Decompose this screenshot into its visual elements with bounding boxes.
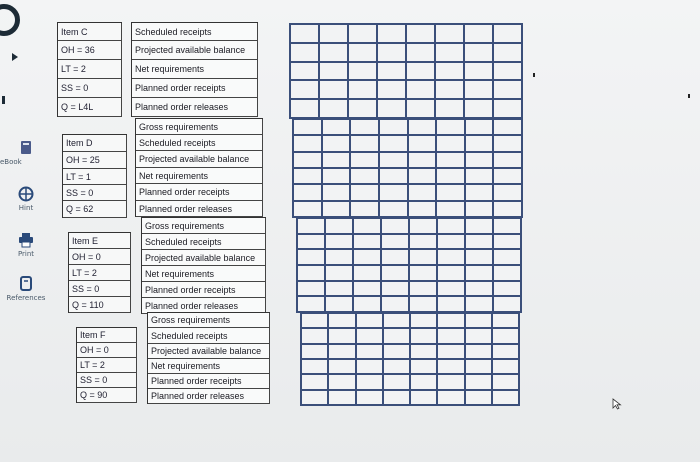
- period-input-cell[interactable]: [357, 314, 384, 329]
- period-input-cell[interactable]: [351, 185, 380, 201]
- period-input-cell[interactable]: [466, 297, 494, 313]
- period-input-cell[interactable]: [436, 25, 465, 44]
- period-input-cell[interactable]: [320, 63, 349, 82]
- period-input-cell[interactable]: [466, 185, 495, 201]
- period-input-cell[interactable]: [323, 153, 352, 169]
- period-input-cell[interactable]: [494, 250, 522, 266]
- period-input-cell[interactable]: [294, 153, 323, 169]
- period-input-cell[interactable]: [494, 297, 522, 313]
- period-input-cell[interactable]: [351, 136, 380, 152]
- period-input-cell[interactable]: [326, 250, 354, 266]
- period-input-cell[interactable]: [465, 25, 494, 44]
- period-input-cell[interactable]: [493, 345, 520, 360]
- period-input-cell[interactable]: [354, 266, 382, 282]
- period-input-cell[interactable]: [357, 391, 384, 406]
- period-input-cell[interactable]: [323, 136, 352, 152]
- mouse-pointer-icon: [612, 398, 622, 410]
- lot-size-value: Q = 90: [77, 388, 137, 403]
- period-input-cell[interactable]: [466, 360, 493, 375]
- period-input-cell[interactable]: [378, 25, 407, 44]
- period-input-cell[interactable]: [466, 219, 494, 235]
- period-input-cell[interactable]: [438, 266, 466, 282]
- period-input-cell[interactable]: [320, 100, 349, 119]
- row-label: Projected available balance: [136, 151, 263, 168]
- period-input-cell[interactable]: [438, 329, 465, 344]
- period-input-cell[interactable]: [411, 375, 438, 390]
- period-input-cell[interactable]: [494, 136, 523, 152]
- period-input-cell[interactable]: [466, 266, 494, 282]
- period-input-cell[interactable]: [436, 100, 465, 119]
- period-input-cell[interactable]: [438, 345, 465, 360]
- period-input-cell[interactable]: [380, 169, 409, 185]
- period-input-cell[interactable]: [411, 314, 438, 329]
- period-input-cell[interactable]: [294, 169, 323, 185]
- period-input-cell[interactable]: [384, 391, 411, 406]
- period-input-cell[interactable]: [329, 391, 356, 406]
- safety-stock-value: SS = 0: [58, 79, 122, 98]
- period-input-cell[interactable]: [326, 297, 354, 313]
- period-input-cell[interactable]: [494, 266, 522, 282]
- period-input-cell[interactable]: [494, 120, 523, 136]
- period-input-cell[interactable]: [357, 345, 384, 360]
- period-input-cell[interactable]: [466, 375, 493, 390]
- period-input-cell[interactable]: [354, 282, 382, 298]
- period-input-cell[interactable]: [382, 282, 410, 298]
- row-label: Projected available balance: [148, 344, 270, 359]
- period-input-cell[interactable]: [410, 250, 438, 266]
- item-e-period-grid: [296, 217, 522, 313]
- item-f-params: [76, 327, 137, 403]
- period-input-cell[interactable]: [378, 100, 407, 119]
- row-label: Gross requirements: [136, 119, 263, 135]
- period-input-cell[interactable]: [349, 44, 378, 63]
- sidebar-item-label: Hint: [18, 204, 34, 212]
- period-input-cell[interactable]: [382, 235, 410, 251]
- safety-stock-value: SS = 0: [63, 185, 127, 201]
- period-input-cell[interactable]: [438, 391, 465, 406]
- period-input-cell[interactable]: [349, 25, 378, 44]
- period-input-cell[interactable]: [409, 185, 438, 201]
- period-input-cell[interactable]: [302, 329, 329, 344]
- period-input-cell[interactable]: [384, 329, 411, 344]
- item-name: Item F: [77, 328, 137, 343]
- item-f-period-grid: [300, 312, 520, 406]
- period-input-cell[interactable]: [382, 266, 410, 282]
- period-input-cell[interactable]: [298, 235, 326, 251]
- period-input-cell[interactable]: [407, 63, 436, 82]
- period-input-cell[interactable]: [494, 25, 523, 44]
- period-input-cell[interactable]: [357, 360, 384, 375]
- period-input-cell[interactable]: [494, 185, 523, 201]
- period-input-cell[interactable]: [302, 314, 329, 329]
- period-input-cell[interactable]: [465, 63, 494, 82]
- period-input-cell[interactable]: [329, 360, 356, 375]
- on-hand-value: OH = 0: [77, 343, 137, 358]
- period-input-cell[interactable]: [465, 44, 494, 63]
- period-input-cell[interactable]: [466, 391, 493, 406]
- period-input-cell[interactable]: [302, 391, 329, 406]
- on-hand-value: OH = 0: [69, 249, 131, 265]
- period-input-cell[interactable]: [320, 81, 349, 100]
- period-input-cell[interactable]: [493, 375, 520, 390]
- item-d-row-labels: [135, 118, 263, 217]
- period-input-cell[interactable]: [380, 185, 409, 201]
- period-input-cell[interactable]: [494, 153, 523, 169]
- period-input-cell[interactable]: [298, 250, 326, 266]
- period-input-cell[interactable]: [294, 136, 323, 152]
- sidebar-item-label: eBook: [0, 158, 22, 166]
- row-label: Planned order receipts: [136, 184, 263, 201]
- period-input-cell[interactable]: [326, 219, 354, 235]
- period-input-cell[interactable]: [382, 297, 410, 313]
- period-input-cell[interactable]: [466, 329, 493, 344]
- period-input-cell[interactable]: [437, 153, 466, 169]
- period-input-cell[interactable]: [437, 136, 466, 152]
- period-input-cell[interactable]: [378, 63, 407, 82]
- period-input-cell[interactable]: [438, 375, 465, 390]
- period-input-cell[interactable]: [466, 169, 495, 185]
- period-input-cell[interactable]: [409, 136, 438, 152]
- lead-time-value: LT = 2: [77, 358, 137, 373]
- period-input-cell[interactable]: [407, 100, 436, 119]
- period-input-cell[interactable]: [326, 235, 354, 251]
- period-input-cell[interactable]: [294, 120, 323, 136]
- period-input-cell[interactable]: [466, 235, 494, 251]
- period-input-cell[interactable]: [302, 360, 329, 375]
- lot-size-value: Q = 110: [69, 297, 131, 313]
- period-input-cell[interactable]: [380, 120, 409, 136]
- period-input-cell[interactable]: [320, 44, 349, 63]
- period-input-cell[interactable]: [320, 25, 349, 44]
- period-input-cell[interactable]: [294, 202, 323, 218]
- period-input-cell[interactable]: [302, 375, 329, 390]
- period-input-cell[interactable]: [465, 81, 494, 100]
- period-input-cell[interactable]: [382, 219, 410, 235]
- lot-size-value: Q = L4L: [58, 98, 122, 117]
- period-input-cell[interactable]: [494, 282, 522, 298]
- period-input-cell[interactable]: [438, 250, 466, 266]
- period-input-cell[interactable]: [384, 314, 411, 329]
- row-label: Gross requirements: [148, 313, 270, 328]
- period-input-cell[interactable]: [380, 136, 409, 152]
- row-label: Planned order releases: [132, 98, 258, 117]
- period-input-cell[interactable]: [466, 202, 495, 218]
- period-input-cell[interactable]: [409, 169, 438, 185]
- sidebar-item-label: Print: [17, 250, 35, 258]
- period-input-cell[interactable]: [298, 282, 326, 298]
- period-input-cell[interactable]: [329, 345, 356, 360]
- period-input-cell[interactable]: [298, 297, 326, 313]
- period-input-cell[interactable]: [354, 219, 382, 235]
- period-input-cell[interactable]: [493, 360, 520, 375]
- period-input-cell[interactable]: [437, 185, 466, 201]
- item-c-row-labels: [131, 22, 258, 117]
- period-input-cell[interactable]: [466, 250, 494, 266]
- period-input-cell[interactable]: [437, 120, 466, 136]
- period-input-cell[interactable]: [291, 100, 320, 119]
- row-label: Planned order receipts: [132, 79, 258, 98]
- period-input-cell[interactable]: [323, 169, 352, 185]
- period-input-cell[interactable]: [436, 81, 465, 100]
- period-input-cell[interactable]: [438, 314, 465, 329]
- period-input-cell[interactable]: [407, 25, 436, 44]
- period-input-cell[interactable]: [380, 202, 409, 218]
- period-input-cell[interactable]: [349, 81, 378, 100]
- period-input-cell[interactable]: [323, 202, 352, 218]
- item-c-period-grid: [289, 23, 523, 119]
- period-input-cell[interactable]: [410, 219, 438, 235]
- period-input-cell[interactable]: [329, 329, 356, 344]
- period-input-cell[interactable]: [298, 219, 326, 235]
- period-input-cell[interactable]: [354, 297, 382, 313]
- row-label: Scheduled receipts: [142, 234, 266, 250]
- period-input-cell[interactable]: [466, 153, 495, 169]
- row-label: Planned order releases: [142, 298, 266, 314]
- lead-time-value: LT = 1: [63, 169, 127, 185]
- period-input-cell[interactable]: [466, 120, 495, 136]
- row-label: Projected available balance: [142, 250, 266, 266]
- period-input-cell[interactable]: [494, 202, 523, 218]
- period-input-cell[interactable]: [323, 185, 352, 201]
- period-input-cell[interactable]: [380, 153, 409, 169]
- period-input-cell[interactable]: [438, 282, 466, 298]
- period-input-cell[interactable]: [438, 219, 466, 235]
- period-input-cell[interactable]: [407, 44, 436, 63]
- period-input-cell[interactable]: [438, 360, 465, 375]
- screen-speck: [688, 94, 690, 98]
- lead-time-value: LT = 2: [58, 60, 122, 79]
- period-input-cell[interactable]: [410, 266, 438, 282]
- period-input-cell[interactable]: [291, 25, 320, 44]
- row-label: Gross requirements: [142, 218, 266, 234]
- sidebar-item-label: References: [6, 294, 46, 302]
- period-input-cell[interactable]: [354, 250, 382, 266]
- period-input-cell[interactable]: [466, 314, 493, 329]
- period-input-cell[interactable]: [354, 235, 382, 251]
- row-label: Planned order releases: [136, 201, 263, 217]
- period-input-cell[interactable]: [291, 81, 320, 100]
- item-e-params: [68, 232, 131, 313]
- safety-stock-value: SS = 0: [69, 281, 131, 297]
- period-input-cell[interactable]: [326, 266, 354, 282]
- period-input-cell[interactable]: [494, 235, 522, 251]
- period-input-cell[interactable]: [351, 202, 380, 218]
- period-input-cell[interactable]: [323, 120, 352, 136]
- period-input-cell[interactable]: [384, 375, 411, 390]
- period-input-cell[interactable]: [494, 81, 523, 100]
- row-label: Projected available balance: [132, 41, 258, 60]
- period-input-cell[interactable]: [351, 169, 380, 185]
- item-e-row-labels: [141, 217, 266, 314]
- item-d-period-grid: [292, 118, 523, 218]
- period-input-cell[interactable]: [494, 44, 523, 63]
- period-input-cell[interactable]: [494, 169, 523, 185]
- period-input-cell[interactable]: [466, 136, 495, 152]
- period-input-cell[interactable]: [357, 329, 384, 344]
- item-name: Item D: [63, 135, 127, 152]
- period-input-cell[interactable]: [384, 360, 411, 375]
- period-input-cell[interactable]: [436, 44, 465, 63]
- period-input-cell[interactable]: [407, 81, 436, 100]
- on-hand-value: OH = 36: [58, 41, 122, 60]
- period-input-cell[interactable]: [382, 250, 410, 266]
- period-input-cell[interactable]: [291, 63, 320, 82]
- item-name: Item E: [69, 233, 131, 249]
- row-label: Net requirements: [136, 168, 263, 184]
- row-label: Net requirements: [142, 266, 266, 282]
- period-input-cell[interactable]: [466, 345, 493, 360]
- period-input-cell[interactable]: [298, 266, 326, 282]
- period-input-cell[interactable]: [493, 329, 520, 344]
- period-input-cell[interactable]: [493, 391, 520, 406]
- row-label: Scheduled receipts: [132, 23, 258, 41]
- period-input-cell[interactable]: [378, 81, 407, 100]
- period-input-cell[interactable]: [349, 100, 378, 119]
- safety-stock-value: SS = 0: [77, 373, 137, 388]
- period-input-cell[interactable]: [437, 202, 466, 218]
- row-label: Scheduled receipts: [148, 328, 270, 344]
- period-input-cell[interactable]: [409, 202, 438, 218]
- period-input-cell[interactable]: [438, 235, 466, 251]
- period-input-cell[interactable]: [436, 63, 465, 82]
- period-input-cell[interactable]: [409, 153, 438, 169]
- period-input-cell[interactable]: [494, 219, 522, 235]
- item-f-row-labels: [147, 312, 270, 404]
- item-c-params: [57, 22, 122, 117]
- row-label: Net requirements: [148, 359, 270, 374]
- period-input-cell[interactable]: [351, 153, 380, 169]
- row-label: Net requirements: [132, 60, 258, 79]
- row-label: Planned order receipts: [142, 282, 266, 298]
- screen-speck: [533, 73, 535, 77]
- item-d-params: [62, 134, 127, 218]
- period-input-cell[interactable]: [437, 169, 466, 185]
- period-input-cell[interactable]: [291, 44, 320, 63]
- period-input-cell[interactable]: [410, 235, 438, 251]
- period-input-cell[interactable]: [384, 345, 411, 360]
- period-input-cell[interactable]: [349, 63, 378, 82]
- period-input-cell[interactable]: [329, 375, 356, 390]
- period-input-cell[interactable]: [411, 345, 438, 360]
- lead-time-value: LT = 2: [69, 265, 131, 281]
- period-input-cell[interactable]: [409, 120, 438, 136]
- period-input-cell[interactable]: [494, 100, 523, 119]
- period-input-cell[interactable]: [411, 391, 438, 406]
- row-label: Planned order releases: [148, 389, 270, 404]
- period-input-cell[interactable]: [466, 282, 494, 298]
- period-input-cell[interactable]: [411, 360, 438, 375]
- period-input-cell[interactable]: [410, 282, 438, 298]
- period-input-cell[interactable]: [378, 44, 407, 63]
- period-input-cell[interactable]: [294, 185, 323, 201]
- period-input-cell[interactable]: [493, 314, 520, 329]
- row-label: Planned order receipts: [148, 374, 270, 389]
- item-name: Item C: [58, 23, 122, 41]
- on-hand-value: OH = 25: [63, 152, 127, 169]
- lot-size-value: Q = 62: [63, 201, 127, 218]
- period-input-cell[interactable]: [357, 375, 384, 390]
- period-input-cell[interactable]: [410, 297, 438, 313]
- period-input-cell[interactable]: [465, 100, 494, 119]
- period-input-cell[interactable]: [438, 297, 466, 313]
- row-label: Scheduled receipts: [136, 135, 263, 151]
- period-input-cell[interactable]: [411, 329, 438, 344]
- period-input-cell[interactable]: [329, 314, 356, 329]
- period-input-cell[interactable]: [494, 63, 523, 82]
- period-input-cell[interactable]: [351, 120, 380, 136]
- period-input-cell[interactable]: [302, 345, 329, 360]
- period-input-cell[interactable]: [326, 282, 354, 298]
